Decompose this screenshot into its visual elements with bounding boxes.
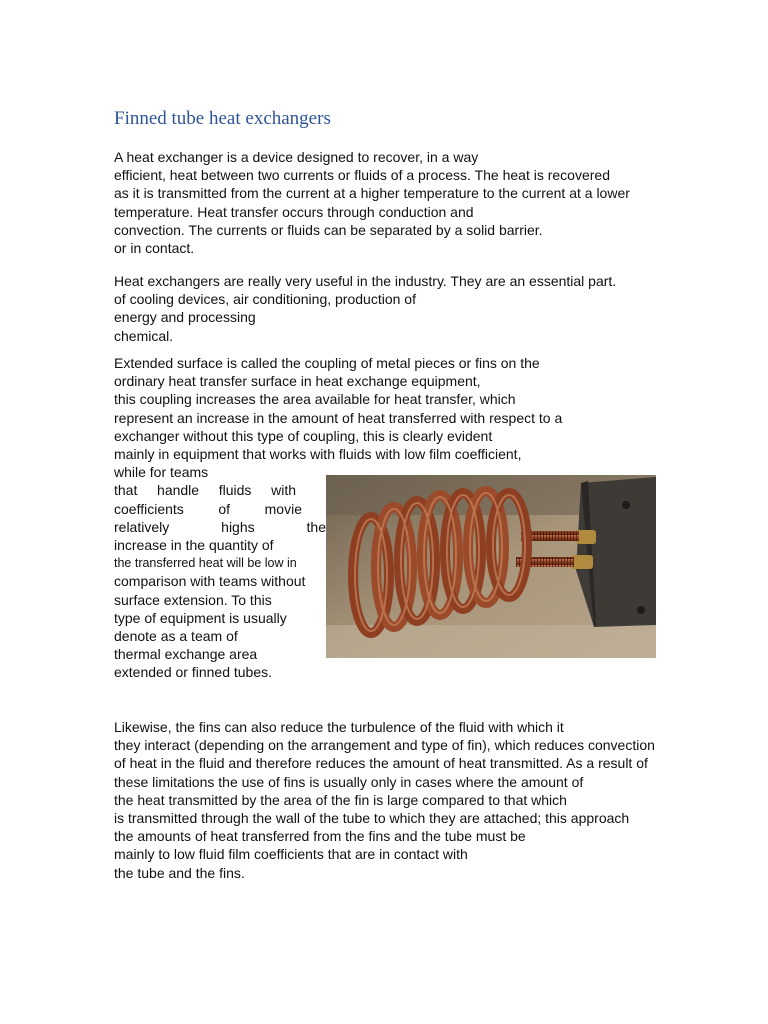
text-line: increase in the quantity of: [114, 537, 274, 554]
text-line: denote as a team of: [114, 628, 238, 645]
text-line: the heat transmitted by the area of the fin is large compared to that which: [114, 791, 567, 808]
text-line: extended or finned tubes.: [114, 664, 273, 681]
text-line: chemical.: [114, 327, 174, 344]
text-line: represent an increase in the amount of heat transferred with respect to a: [114, 409, 563, 426]
text-line: they interact (depending on the arrangement and type of fin), which reduces convection: [114, 737, 655, 754]
paragraph-1: [114, 148, 630, 257]
text-line: is transmitted through the wall of the tube to which they are attached; this approach: [114, 810, 630, 827]
paragraph-4: [114, 718, 655, 882]
text-line: convection. The currents or fluids can be separated by a solid barrier.: [114, 221, 543, 238]
text-line: or in contact.: [114, 240, 195, 257]
text-line: this coupling increases the area available for heat transfer, which: [114, 391, 516, 408]
text-line: temperature. Heat transfer occurs through conduction and: [114, 203, 474, 220]
text-line: the amounts of heat transferred from the fins and the tube must be: [114, 828, 526, 845]
text-line: Likewise, the fins can also reduce the turbulence of the fluid with which it: [114, 719, 564, 735]
text-line: exchanger without this type of coupling, this is clearly evident: [114, 427, 493, 444]
text-line: surface extension. To this: [114, 591, 272, 608]
text-line: these limitations the use of fins is usually only in cases where the amount of: [114, 773, 584, 790]
text-line: efficient, heat between two currents or fluids of a process. The heat is recovered: [114, 167, 610, 184]
text-line: mainly to low fluid film coefficients that are in contact with: [114, 846, 468, 863]
finned-coil-photo: [326, 475, 656, 658]
text-line: that handle fluids with: [114, 482, 296, 499]
text-line: as it is transmitted from the current at a higher temperature to the current at a lower: [114, 185, 630, 202]
coil-illustration: [326, 475, 656, 658]
text-line: comparison with teams without: [114, 573, 306, 590]
text-line: coefficients of movie: [114, 500, 302, 517]
text-line: type of equipment is usually: [114, 609, 287, 626]
text-line: relatively highs the: [114, 518, 326, 535]
text-line: energy and processing: [114, 309, 256, 326]
text-line: of heat in the fluid and therefore reduces the amount of heat transmitted. As a result of: [114, 755, 648, 772]
text-line: Extended surface is called the coupling of metal pieces or fins on the: [114, 355, 540, 371]
text-line: thermal exchange area: [114, 646, 258, 663]
text-line: the transferred heat will be low in: [114, 556, 297, 571]
text-line: the tube and the fins.: [114, 864, 245, 881]
paragraph-2: [114, 272, 616, 345]
text-line: mainly in equipment that works with fluids with low film coefficient,: [114, 446, 522, 463]
text-line: A heat exchanger is a device designed to recover, in a way: [114, 149, 479, 165]
text-line: Heat exchangers are really very useful in the industry. They are an essential part.: [114, 273, 617, 289]
text-line: of cooling devices, air conditioning, production of: [114, 291, 416, 308]
document-title: Finned tube heat exchangers: [114, 108, 331, 129]
text-line: while for teams: [114, 464, 209, 481]
text-line: ordinary heat transfer surface in heat exchange equipment,: [114, 373, 481, 390]
